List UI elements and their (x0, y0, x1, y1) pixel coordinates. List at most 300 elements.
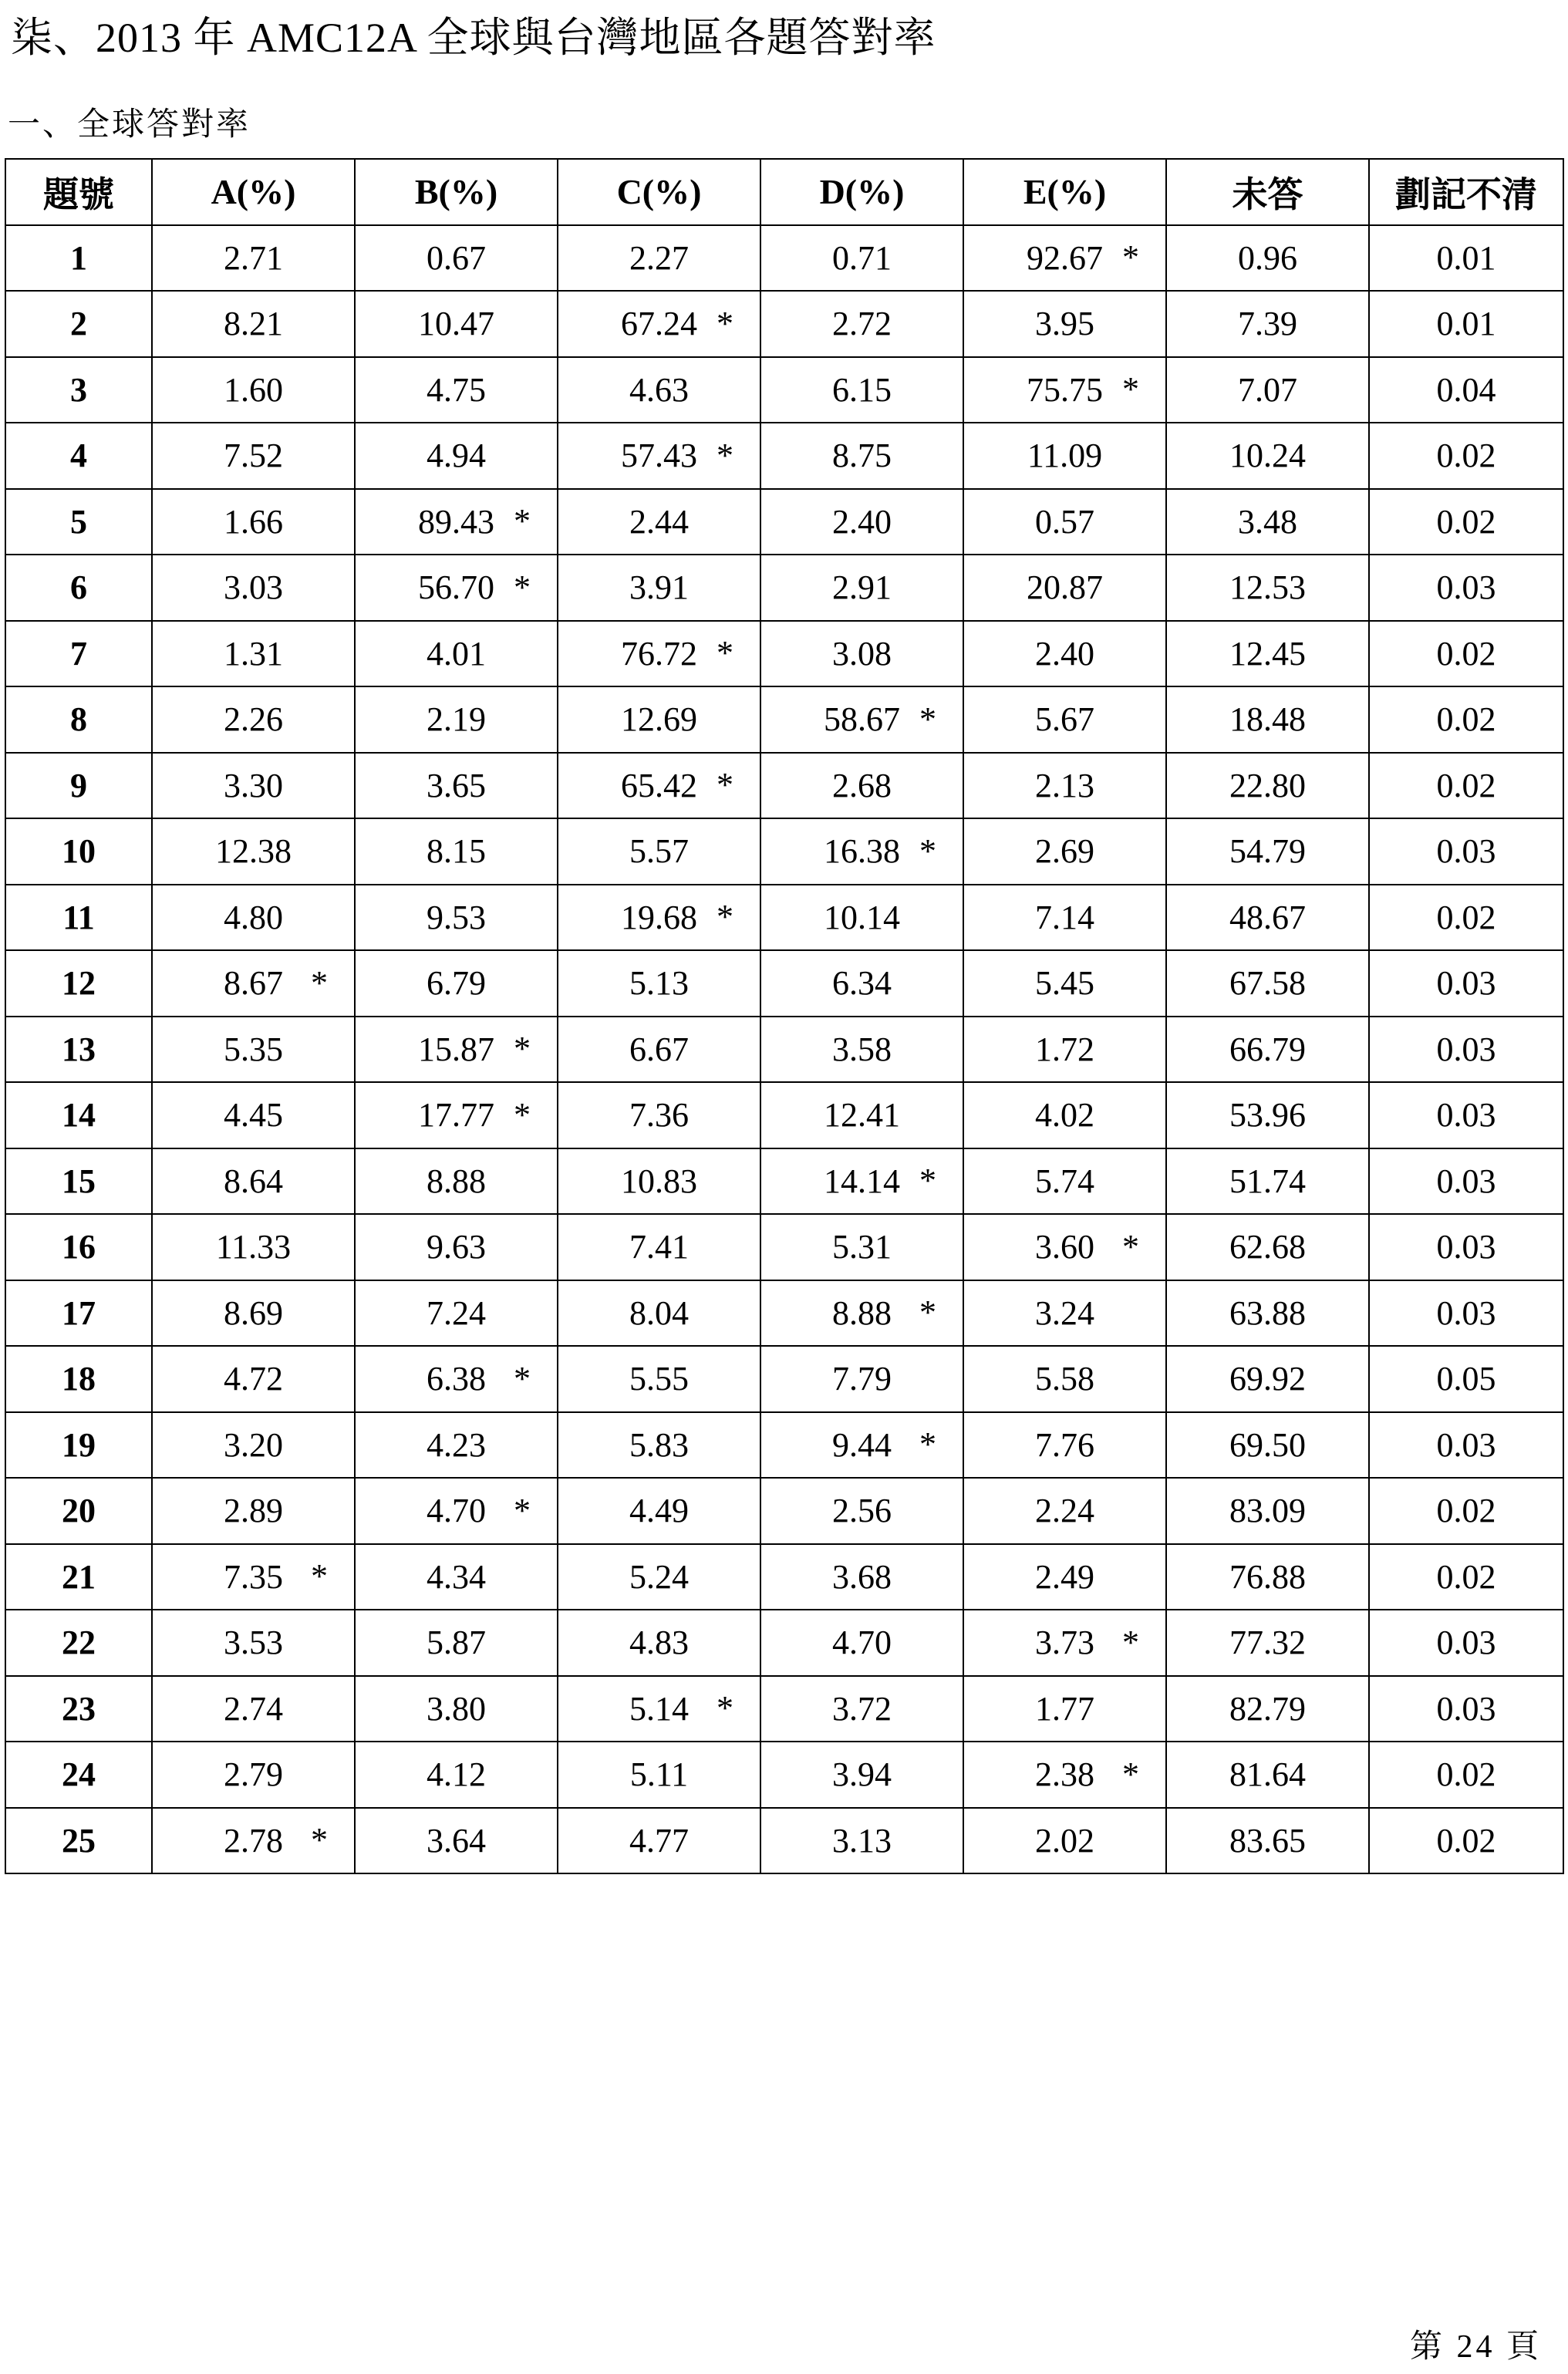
cell-option-a (152, 753, 355, 819)
cell-option-b (355, 686, 558, 753)
cell-option-b (355, 1346, 558, 1412)
cell-option-e-value: 5.58 (1035, 1360, 1094, 1398)
cell-unclear-marking-value: 0.03 (1436, 964, 1496, 1003)
cell-option-b-value: 8.15 (427, 832, 486, 871)
cell-question-number-value: 25 (62, 1821, 96, 1860)
cell-unclear-marking-value: 0.02 (1436, 1492, 1496, 1530)
cell-option-d-value: 12.41 (824, 1096, 900, 1135)
cell-unanswered (1166, 1148, 1369, 1215)
cell-unanswered-value: 22.80 (1229, 766, 1306, 804)
table-row (5, 818, 1563, 885)
cell-option-c (558, 1808, 760, 1874)
cell-option-d (760, 225, 963, 292)
cell-option-b (355, 1478, 558, 1544)
cell-question-number-value: 15 (62, 1162, 96, 1200)
cell-question-number (5, 423, 152, 489)
cell-option-d-value: 8.88 (832, 1293, 892, 1332)
cell-option-a (152, 1610, 355, 1676)
cell-option-d (760, 1148, 963, 1215)
cell-option-c-value: 3.91 (629, 568, 689, 607)
cell-option-a-value: 2.79 (224, 1755, 283, 1794)
cell-unclear-marking (1369, 885, 1563, 951)
cell-option-b-value: 4.75 (427, 370, 486, 409)
cell-option-b (355, 885, 558, 951)
cell-option-a-value: 2.89 (224, 1492, 283, 1530)
cell-question-number-value: 23 (62, 1689, 96, 1728)
cell-question-number-value: 9 (70, 766, 87, 804)
header-option-c: C(%) (558, 159, 760, 225)
cell-option-e (963, 1610, 1166, 1676)
correct-answer-marker: * (1122, 1623, 1139, 1661)
cell-unanswered-value: 62.68 (1229, 1228, 1306, 1266)
cell-unclear-marking (1369, 1412, 1563, 1479)
cell-option-e-value: 5.67 (1035, 700, 1094, 739)
cell-unclear-marking (1369, 1808, 1563, 1874)
cell-unclear-marking (1369, 423, 1563, 489)
cell-option-d-value: 16.38 (824, 832, 900, 871)
cell-option-e (963, 885, 1166, 951)
cell-option-d-value: 2.68 (832, 766, 892, 804)
cell-option-c-value: 4.83 (629, 1624, 689, 1662)
cell-question-number (5, 686, 152, 753)
cell-option-b (355, 1742, 558, 1808)
cell-option-e-value: 3.24 (1035, 1293, 1094, 1332)
cell-question-number-value: 16 (62, 1228, 96, 1266)
cell-option-e (963, 555, 1166, 621)
cell-option-c (558, 225, 760, 292)
cell-option-a (152, 423, 355, 489)
cell-option-c (558, 1742, 760, 1808)
cell-option-d-value: 3.72 (832, 1689, 892, 1728)
cell-option-e (963, 686, 1166, 753)
cell-option-b (355, 1808, 558, 1874)
cell-option-c-value: 2.44 (629, 502, 689, 541)
cell-option-c (558, 1478, 760, 1544)
cell-option-a (152, 225, 355, 292)
section-heading: 一、全球答對率 (8, 107, 251, 143)
correct-answer-marker: * (717, 304, 733, 342)
cell-option-c-value: 2.27 (629, 238, 689, 277)
cell-option-a (152, 1148, 355, 1215)
cell-unclear-marking-value: 0.03 (1436, 1293, 1496, 1332)
cell-option-d (760, 1082, 963, 1148)
cell-unclear-marking-value: 0.01 (1436, 305, 1496, 343)
cell-option-a-value: 4.45 (224, 1096, 283, 1135)
cell-option-d (760, 489, 963, 555)
cell-option-a-value: 12.38 (215, 832, 292, 871)
cell-option-b-value: 4.34 (427, 1557, 486, 1596)
cell-unclear-marking (1369, 1610, 1563, 1676)
cell-option-c-value: 4.63 (629, 370, 689, 409)
cell-unclear-marking-value: 0.03 (1436, 1624, 1496, 1662)
cell-option-d-value: 58.67 (824, 700, 900, 739)
cell-unanswered (1166, 1346, 1369, 1412)
table-header-row (5, 159, 1563, 225)
cell-option-d-value: 3.13 (832, 1821, 892, 1860)
cell-option-c (558, 357, 760, 423)
cell-unanswered (1166, 1808, 1369, 1874)
cell-option-a (152, 686, 355, 753)
cell-option-c (558, 1346, 760, 1412)
cell-option-d (760, 950, 963, 1017)
header-option-e: E(%) (963, 159, 1166, 225)
cell-option-b-value: 4.01 (427, 634, 486, 673)
correct-answer-marker: * (311, 1557, 328, 1596)
cell-unclear-marking (1369, 1017, 1563, 1083)
cell-option-e (963, 1082, 1166, 1148)
cell-option-c-value: 19.68 (621, 898, 697, 936)
cell-option-a (152, 291, 355, 357)
cell-option-a-value: 7.52 (224, 437, 283, 475)
cell-unanswered (1166, 291, 1369, 357)
cell-option-b-value: 6.79 (427, 964, 486, 1003)
cell-option-c (558, 1544, 760, 1610)
cell-option-d (760, 1214, 963, 1280)
cell-option-b-value: 4.70 (427, 1492, 486, 1530)
cell-unclear-marking-value: 0.03 (1436, 1425, 1496, 1464)
cell-unclear-marking (1369, 489, 1563, 555)
cell-unclear-marking-value: 0.02 (1436, 437, 1496, 475)
cell-unanswered-value: 63.88 (1229, 1293, 1306, 1332)
cell-question-number-value: 17 (62, 1293, 96, 1332)
cell-unanswered (1166, 1280, 1369, 1347)
correct-answer-marker: * (717, 1689, 733, 1728)
cell-question-number-value: 19 (62, 1425, 96, 1464)
cell-option-d-value: 7.79 (832, 1360, 892, 1398)
cell-unclear-marking (1369, 1280, 1563, 1347)
cell-option-d (760, 753, 963, 819)
cell-option-d-value: 3.08 (832, 634, 892, 673)
cell-question-number (5, 225, 152, 292)
cell-option-d (760, 423, 963, 489)
cell-option-c (558, 950, 760, 1017)
cell-question-number (5, 818, 152, 885)
cell-unanswered (1166, 885, 1369, 951)
table-row (5, 225, 1563, 292)
cell-unclear-marking-value: 0.03 (1436, 1228, 1496, 1266)
cell-option-b-value: 4.12 (427, 1755, 486, 1794)
cell-question-number (5, 753, 152, 819)
cell-option-a (152, 1808, 355, 1874)
correct-answer-marker: * (311, 1821, 328, 1860)
cell-unanswered (1166, 225, 1369, 292)
cell-question-number-value: 6 (70, 568, 87, 607)
cell-option-a-value: 2.26 (224, 700, 283, 739)
correct-answer-marker: * (717, 436, 733, 474)
correct-answer-marker: * (919, 1293, 936, 1332)
cell-unanswered (1166, 423, 1369, 489)
cell-option-e-value: 20.87 (1027, 568, 1103, 607)
cell-option-d (760, 1280, 963, 1347)
table-row (5, 686, 1563, 753)
cell-question-number (5, 489, 152, 555)
cell-option-e (963, 950, 1166, 1017)
cell-option-b-value: 4.94 (427, 437, 486, 475)
cell-option-b (355, 1148, 558, 1215)
cell-option-d-value: 9.44 (832, 1425, 892, 1464)
correct-answer-marker: * (717, 634, 733, 673)
cell-option-a (152, 1017, 355, 1083)
cell-option-c (558, 753, 760, 819)
cell-option-a-value: 3.03 (224, 568, 283, 607)
cell-unanswered (1166, 1544, 1369, 1610)
cell-question-number (5, 1346, 152, 1412)
cell-option-b (355, 357, 558, 423)
cell-option-b (355, 1610, 558, 1676)
cell-unclear-marking (1369, 686, 1563, 753)
cell-question-number (5, 1082, 152, 1148)
cell-unclear-marking-value: 0.03 (1436, 1162, 1496, 1200)
cell-option-b-value: 9.53 (427, 898, 486, 936)
cell-unclear-marking (1369, 621, 1563, 687)
table-row (5, 1478, 1563, 1544)
cell-option-c-value: 67.24 (621, 305, 697, 343)
cell-question-number-value: 7 (70, 634, 87, 673)
cell-option-a (152, 1742, 355, 1808)
cell-option-d-value: 14.14 (824, 1162, 900, 1200)
table-row (5, 885, 1563, 951)
cell-option-e (963, 225, 1166, 292)
cell-unclear-marking (1369, 818, 1563, 885)
cell-unanswered-value: 0.96 (1238, 238, 1297, 277)
correct-answer-marker: * (311, 963, 328, 1002)
cell-option-a-value: 11.33 (215, 1228, 292, 1266)
cell-option-e-value: 3.95 (1035, 305, 1094, 343)
cell-option-b-value: 4.23 (427, 1425, 486, 1464)
table-row (5, 1280, 1563, 1347)
cell-option-b-value: 9.63 (427, 1228, 486, 1266)
cell-question-number (5, 1808, 152, 1874)
cell-unclear-marking-value: 0.03 (1436, 832, 1496, 871)
cell-option-a-value: 1.60 (224, 370, 283, 409)
cell-option-a (152, 1082, 355, 1148)
cell-option-c-value: 57.43 (621, 437, 697, 475)
cell-unclear-marking-value: 0.03 (1436, 568, 1496, 607)
cell-option-b-value: 89.43 (418, 502, 494, 541)
cell-unanswered (1166, 1412, 1369, 1479)
cell-option-a (152, 621, 355, 687)
cell-option-c (558, 291, 760, 357)
cell-unclear-marking (1369, 1544, 1563, 1610)
cell-option-e (963, 753, 1166, 819)
table-row (5, 1082, 1563, 1148)
cell-option-b-value: 0.67 (427, 238, 486, 277)
table-row (5, 1808, 1563, 1874)
correct-answer-marker: * (919, 700, 936, 738)
cell-question-number-value: 21 (62, 1557, 96, 1596)
cell-option-b-value: 8.88 (427, 1162, 486, 1200)
cell-unanswered-value: 82.79 (1229, 1689, 1306, 1728)
cell-unanswered-value: 48.67 (1229, 898, 1306, 936)
cell-option-e-value: 5.45 (1035, 964, 1094, 1003)
cell-option-a-value: 3.30 (224, 766, 283, 804)
cell-option-c-value: 5.83 (629, 1425, 689, 1464)
cell-unclear-marking (1369, 555, 1563, 621)
cell-option-e (963, 1214, 1166, 1280)
cell-unclear-marking-value: 0.02 (1436, 634, 1496, 673)
cell-option-b-value: 7.24 (427, 1293, 486, 1332)
cell-option-e-value: 11.09 (1027, 437, 1103, 475)
cell-unanswered (1166, 555, 1369, 621)
cell-unanswered (1166, 357, 1369, 423)
cell-option-c (558, 1017, 760, 1083)
cell-unanswered-value: 81.64 (1229, 1755, 1306, 1794)
cell-option-c-value: 5.24 (629, 1557, 689, 1596)
table-row (5, 1676, 1563, 1742)
cell-option-d (760, 1610, 963, 1676)
cell-option-a (152, 489, 355, 555)
cell-option-e-value: 1.77 (1035, 1689, 1094, 1728)
table-row (5, 950, 1563, 1017)
correct-answer-marker: * (919, 1162, 936, 1200)
cell-unanswered-value: 83.09 (1229, 1492, 1306, 1530)
cell-unanswered-value: 18.48 (1229, 700, 1306, 739)
cell-option-c-value: 76.72 (621, 634, 697, 673)
cell-option-e (963, 1808, 1166, 1874)
cell-unanswered-value: 53.96 (1229, 1096, 1306, 1135)
table-row (5, 1017, 1563, 1083)
cell-option-a (152, 1346, 355, 1412)
correct-answer-marker: * (514, 1359, 531, 1398)
cell-option-c (558, 885, 760, 951)
cell-option-a (152, 1478, 355, 1544)
cell-unanswered-value: 66.79 (1229, 1030, 1306, 1068)
cell-unclear-marking-value: 0.01 (1436, 238, 1496, 277)
cell-unclear-marking (1369, 1676, 1563, 1742)
table-row (5, 621, 1563, 687)
cell-option-c-value: 10.83 (621, 1162, 697, 1200)
cell-option-c (558, 555, 760, 621)
cell-option-d (760, 357, 963, 423)
cell-option-d-value: 3.58 (832, 1030, 892, 1068)
correct-answer-marker: * (514, 1030, 531, 1068)
correct-answer-marker: * (1122, 370, 1139, 409)
table-row (5, 1610, 1563, 1676)
cell-option-a (152, 357, 355, 423)
cell-option-d-value: 6.34 (832, 964, 892, 1003)
cell-option-e-value: 2.02 (1035, 1821, 1094, 1860)
cell-option-b (355, 1280, 558, 1347)
cell-option-a (152, 1412, 355, 1479)
cell-option-d-value: 4.70 (832, 1624, 892, 1662)
cell-question-number (5, 1017, 152, 1083)
cell-question-number (5, 555, 152, 621)
cell-unclear-marking-value: 0.02 (1436, 766, 1496, 804)
cell-unanswered-value: 67.58 (1229, 964, 1306, 1003)
page-title: 柒、2013 年 AMC12A 全球與台灣地區各題答對率 (11, 15, 936, 61)
cell-option-a (152, 885, 355, 951)
cell-unanswered (1166, 621, 1369, 687)
cell-option-a-value: 5.35 (224, 1030, 283, 1068)
cell-question-number-value: 20 (62, 1492, 96, 1530)
cell-question-number (5, 357, 152, 423)
cell-option-d-value: 2.91 (832, 568, 892, 607)
cell-option-c-value: 7.41 (629, 1228, 689, 1266)
cell-option-c-value: 65.42 (621, 766, 697, 804)
cell-question-number-value: 3 (70, 370, 87, 409)
table-row (5, 1214, 1563, 1280)
cell-question-number (5, 885, 152, 951)
cell-unclear-marking (1369, 950, 1563, 1017)
cell-question-number-value: 24 (62, 1755, 96, 1794)
cell-unanswered-value: 69.92 (1229, 1360, 1306, 1398)
cell-unanswered-value: 7.39 (1238, 305, 1297, 343)
cell-question-number (5, 1214, 152, 1280)
cell-option-e-value: 2.69 (1035, 832, 1094, 871)
cell-unclear-marking (1369, 1346, 1563, 1412)
cell-question-number (5, 1610, 152, 1676)
cell-unanswered (1166, 818, 1369, 885)
cell-question-number (5, 1478, 152, 1544)
cell-unanswered (1166, 686, 1369, 753)
cell-question-number (5, 950, 152, 1017)
cell-unclear-marking (1369, 1742, 1563, 1808)
cell-option-d (760, 621, 963, 687)
cell-option-c (558, 1676, 760, 1742)
cell-question-number-value: 8 (70, 700, 87, 739)
cell-unclear-marking-value: 0.03 (1436, 1030, 1496, 1068)
cell-option-d-value: 5.31 (832, 1228, 892, 1266)
cell-option-d (760, 1544, 963, 1610)
cell-unanswered-value: 76.88 (1229, 1557, 1306, 1596)
cell-option-d-value: 0.71 (832, 238, 892, 277)
table-row (5, 423, 1563, 489)
cell-option-c (558, 1280, 760, 1347)
cell-option-b (355, 291, 558, 357)
cell-question-number-value: 1 (70, 238, 87, 277)
cell-unanswered (1166, 1742, 1369, 1808)
cell-option-e-value: 2.49 (1035, 1557, 1094, 1596)
cell-question-number-value: 4 (70, 437, 87, 475)
cell-option-e (963, 1478, 1166, 1544)
cell-unclear-marking-value: 0.02 (1436, 700, 1496, 739)
cell-option-e-value: 92.67 (1027, 238, 1103, 277)
cell-option-b-value: 3.65 (427, 766, 486, 804)
correct-answer-marker: * (514, 1491, 531, 1529)
cell-option-e (963, 489, 1166, 555)
cell-question-number-value: 11 (62, 898, 95, 936)
cell-option-d-value: 10.14 (824, 898, 900, 936)
cell-question-number-value: 14 (62, 1096, 96, 1135)
cell-option-a-value: 8.69 (224, 1293, 283, 1332)
cell-option-d-value: 8.75 (832, 437, 892, 475)
cell-option-a (152, 555, 355, 621)
cell-option-c (558, 423, 760, 489)
cell-option-e-value: 3.60 (1035, 1228, 1094, 1266)
cell-option-b-value: 56.70 (418, 568, 494, 607)
cell-unanswered-value: 54.79 (1229, 832, 1306, 871)
cell-unanswered (1166, 1082, 1369, 1148)
page-number: 第 24 頁 (1409, 2329, 1542, 2365)
cell-option-a-value: 3.53 (224, 1624, 283, 1662)
cell-option-b-value: 15.87 (418, 1030, 494, 1068)
cell-unanswered (1166, 1214, 1369, 1280)
cell-unanswered (1166, 1478, 1369, 1544)
cell-unanswered (1166, 489, 1369, 555)
cell-option-d-value: 6.15 (832, 370, 892, 409)
cell-option-d-value: 3.94 (832, 1755, 892, 1794)
cell-option-e (963, 291, 1166, 357)
cell-option-c-value: 5.55 (629, 1360, 689, 1398)
cell-option-c (558, 818, 760, 885)
table-row (5, 555, 1563, 621)
cell-unanswered (1166, 1017, 1369, 1083)
cell-option-a (152, 950, 355, 1017)
cell-option-e-value: 0.57 (1035, 502, 1094, 541)
correct-answer-marker: * (1122, 1227, 1139, 1266)
cell-unanswered-value: 3.48 (1238, 502, 1297, 541)
table-row (5, 1742, 1563, 1808)
